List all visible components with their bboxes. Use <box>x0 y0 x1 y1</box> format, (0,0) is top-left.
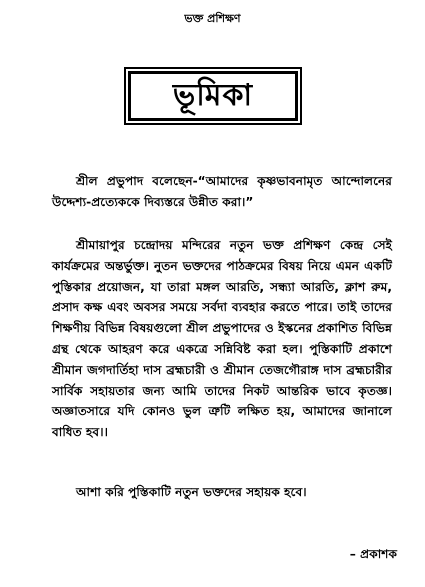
running-header: ভক্ত প্রশিক্ষণ <box>184 12 241 25</box>
paragraph-body: শ্রীমায়াপুর চন্দ্রোদয় মন্দিরের নতুন ভক্ত প্রশিক্ষণ কেন্দ্র সেই কার্যক্রমের অন্তর্ভুক্ত। নুতন ভক্তদের পাঠক্রমের বিষয় নিয়ে এমন একটি পুস্তিকার প্রয়োজন, যা তারা মঙ্গল আরতি, সন্ধ্যা আরতি, ক্লাশ রুম, প্রসাদ কক্ষ এবং অবসর সময়ে সর্বদা ব্যবহার করতে পারে। তাই তাদের শিক্ষণীয় বিভিন্ন বিষয়গুলো শ্রীল প্রভুপাদের ও ইস্কনের প্রকাশিত বিভিন্ন গ্রন্থ থেকে আহরণ করে একত্রে সন্নিবিষ্ট করা হল। পুস্তিকাটি প্রকাশে শ্রীমান জগদার্তিহা দাস ব্রহ্মচারী ও শ্রীমান তেজগৌরাঙ্গ দাস ব্রহ্মচারীর সার্বিক সহায়তার জন্য আমি তাদের নিকট আন্তরিক ভাবে কৃতজ্ঞ। অজ্ঞাতসারে যদি কোনও ভুল ত্রুটি লক্ষিত হয়, আমাদের জানালে বাধিত হব।। <box>52 238 392 440</box>
title-frame <box>128 71 298 121</box>
paragraph-closing: আশা করি পুস্তিকাটি নতুন ভক্তদের সহায়ক হবে। <box>76 485 307 499</box>
paragraph-quote: শ্রীল প্রভুপাদ বলেছেন-“আমাদের কৃষ্ণভাবনামৃত আন্দোলনের উদ্দেশ্য-প্রত্যেককে দিব্যস্তরে উন্নীত করা।” <box>52 174 392 209</box>
publisher-signature: – প্রকাশক <box>349 547 397 561</box>
page-title: ভূমিকা <box>172 77 254 113</box>
